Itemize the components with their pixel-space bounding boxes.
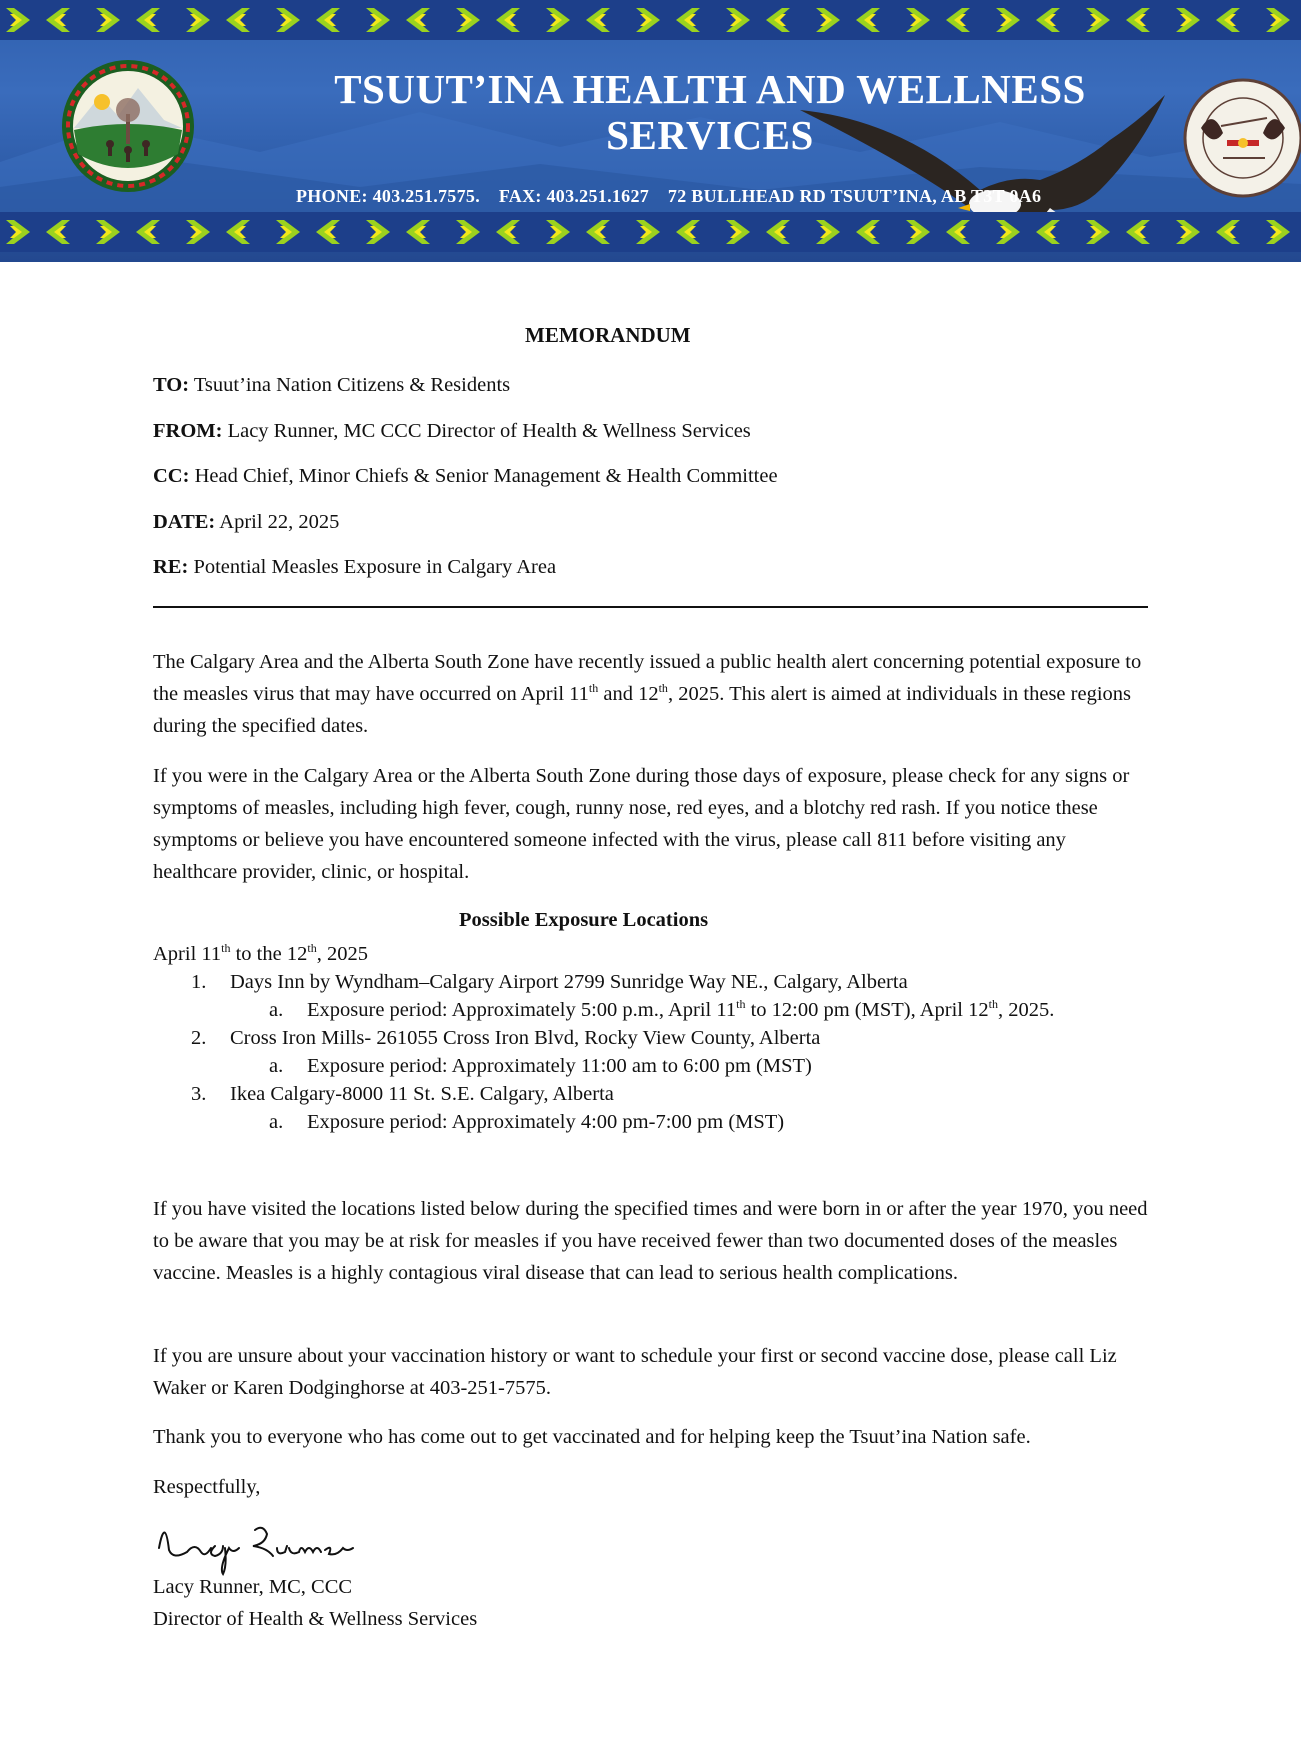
banner-address: 72 BULLHEAD RD TSUUT’INA, AB T3T 0A6	[667, 186, 1042, 206]
list-subitem	[269, 996, 1153, 1024]
list-subitem-label: a.	[269, 1111, 284, 1133]
paragraph-risk: If you have visited the locations listed below during the specified times and were born in or after the year 1970, you need to be aware that you may be at risk for measles if you have received fewer than two documented doses of the measles vaccine. Measles is a highly contagious viral disease that can lead to serious health complications.	[153, 1198, 1148, 1284]
memo-date-label: DATE:	[153, 511, 216, 533]
sub0-text-c: , 2025.	[997, 999, 1055, 1021]
header-divider	[153, 606, 1148, 608]
paragraph-vaccination: If you are unsure about your vaccination history or want to schedule your first or second vaccine dose, please call Liz Waker or Karen Dodginghorse at 403-251-7575.	[153, 1345, 1117, 1399]
list-subitem-label: a.	[269, 999, 284, 1021]
list-subitem	[269, 1052, 1153, 1080]
memo-re-label: RE:	[153, 556, 189, 578]
list-item-location: Cross Iron Mills- 261055 Cross Iron Blvd, Rocky View County, Alberta	[230, 1027, 821, 1049]
signatory-name: Lacy Runner, MC, CCC	[153, 1576, 353, 1598]
paragraph-thanks: Thank you to everyone who has come out to get vaccinated and for helping keep the Tsuut’ina Nation safe.	[153, 1426, 1031, 1448]
list-item	[153, 1024, 1153, 1052]
p1-text-b: and 12	[598, 683, 659, 705]
list-item	[153, 968, 1153, 996]
paragraph-symptoms: If you were in the Calgary Area or the Alberta South Zone during those days of exposure, please check for any signs or symptoms of measles, including high fever, cough, runny nose, red eyes, and a blotchy red rash. If you notice these symptoms or believe you have encountered someone infected with the virus, please call 811 before visiting any healthcare provider, clinic, or hospital.	[153, 765, 1130, 883]
date-range-c: , 2025	[316, 943, 368, 965]
closing: Respectfully,	[153, 1476, 261, 1498]
memo-from-value: Lacy Runner, MC CCC Director of Health & Wellness Services	[222, 420, 751, 442]
sub0-text-a: Exposure period: Approximately 5:00 p.m., April 11	[307, 999, 737, 1021]
banner-title-line2: SERVICES	[606, 112, 814, 158]
p1-sup-2: th	[658, 681, 668, 696]
exposure-locations-heading: Possible Exposure Locations	[459, 909, 709, 931]
list-item-location: Ikea Calgary-8000 11 St. S.E. Calgary, Alberta	[230, 1083, 614, 1105]
memo-re-value: Potential Measles Exposure in Calgary Area	[188, 556, 557, 578]
list-subitem-text	[307, 996, 1127, 1024]
memo-from-label: FROM:	[153, 420, 223, 442]
arrow-pattern-top	[0, 0, 1301, 40]
list-subitem-text: Exposure period: Approximately 4:00 pm-7:00 pm (MST)	[307, 1111, 785, 1133]
handwritten-signature	[153, 1508, 373, 1578]
date-range-sup-2: th	[307, 941, 317, 956]
memo-to-value: Tsuut’ina Nation Citizens & Residents	[189, 374, 511, 396]
memo-title: MEMORANDUM	[525, 323, 691, 347]
health-services-logo	[60, 58, 196, 194]
exposure-date-range	[153, 940, 1153, 968]
memo-cc-label: CC:	[153, 465, 190, 487]
list-subitem-text: Exposure period: Approximately 11:00 am to 6:00 pm (MST)	[307, 1055, 812, 1077]
paragraph-alert	[153, 646, 1153, 742]
sub0-text-b: to 12:00 pm (MST), April 12	[745, 999, 989, 1021]
memo-date-value: April 22, 2025	[215, 511, 340, 533]
p1-sup-1: th	[588, 681, 599, 696]
memo-to-label: TO:	[153, 374, 190, 396]
arrow-pattern-bottom	[0, 212, 1301, 252]
list-item-number: 1.	[191, 971, 207, 993]
date-range-a: April 11	[153, 943, 222, 965]
list-subitem-label: a.	[269, 1055, 284, 1077]
banner-contact-line	[296, 186, 1055, 207]
list-item-location: Days Inn by Wyndham–Calgary Airport 2799 Sunridge Way NE., Calgary, Alberta	[230, 971, 908, 993]
memo-cc	[153, 465, 778, 488]
date-range-sup-1: th	[221, 941, 231, 956]
banner-title-line1: TSUUT’INA HEALTH AND WELLNESS	[334, 66, 1086, 112]
list-item	[153, 1080, 1153, 1108]
memo-cc-value: Head Chief, Minor Chiefs & Senior Management & Health Committee	[189, 465, 778, 487]
memo-from	[153, 420, 751, 443]
sub0-sup-1: th	[736, 997, 746, 1012]
signatory-title: Director of Health & Wellness Services	[153, 1608, 478, 1630]
list-item-number: 2.	[191, 1027, 207, 1049]
exposure-locations-list	[153, 940, 1153, 1136]
list-subitem	[269, 1108, 1153, 1136]
tsuutina-nation-seal	[1183, 78, 1301, 198]
memo-date	[153, 511, 339, 534]
date-range-b: to the 12	[230, 943, 308, 965]
p1-text-a: The Calgary Area and the Alberta South Zone have recently issued a public health alert concerning potential exposure to the measles virus that may have occurred on April 11	[153, 651, 1142, 705]
banner-fax: FAX: 403.251.1627	[498, 186, 650, 206]
sub0-sup-2: th	[988, 997, 998, 1012]
memo-to	[153, 374, 510, 397]
memo-re	[153, 556, 556, 579]
list-item-number: 3.	[191, 1083, 207, 1105]
letterhead-banner	[0, 0, 1301, 262]
p1-text-c: , 2025. This alert is aimed at individuals in these regions during the specified dates.	[153, 683, 1132, 737]
banner-phone: PHONE: 403.251.7575.	[296, 186, 480, 206]
